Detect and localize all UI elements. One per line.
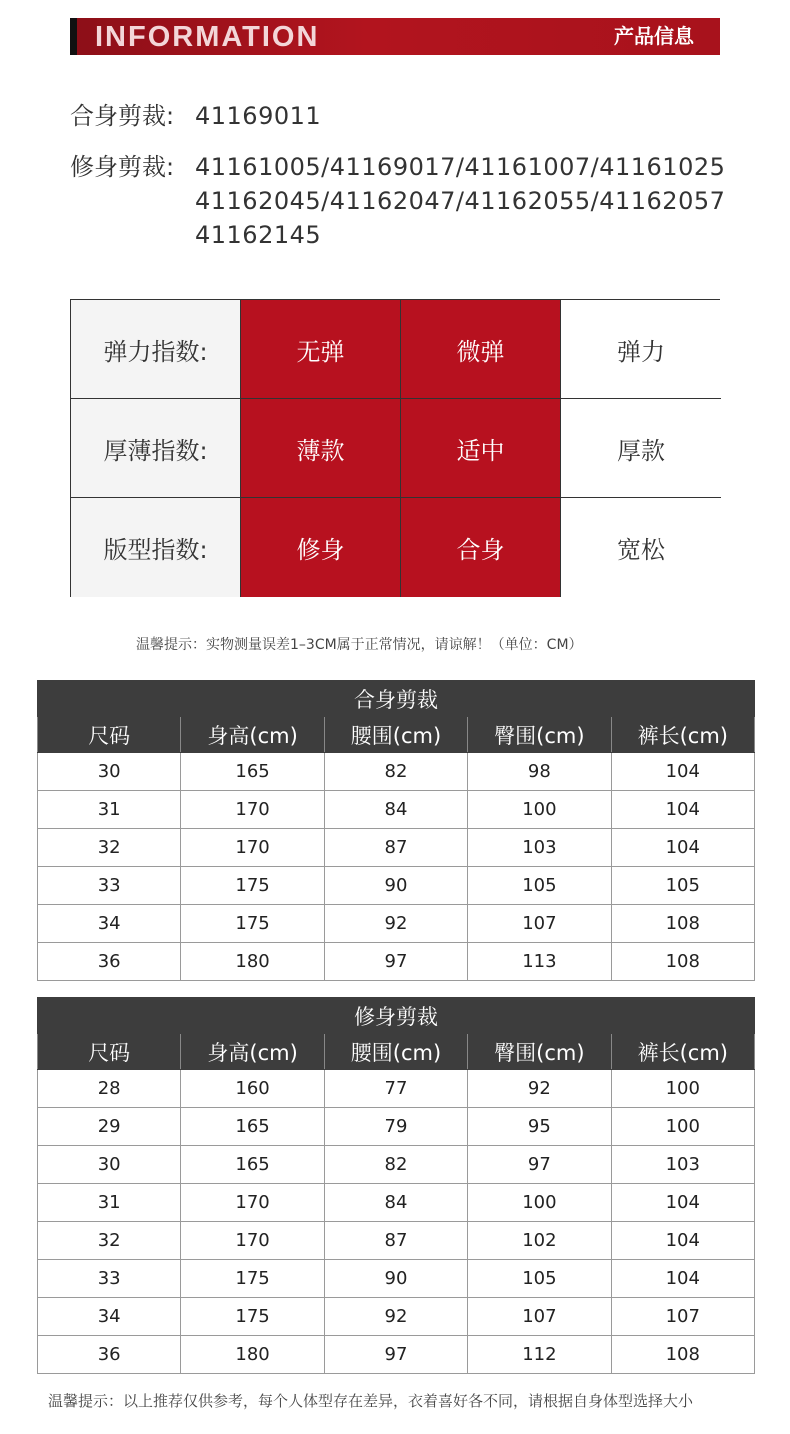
header-banner <box>70 18 720 55</box>
table-cell: 165 <box>181 1108 324 1146</box>
table-row <box>38 867 755 905</box>
table-row <box>38 1184 755 1222</box>
table-cell: 32 <box>38 1222 181 1260</box>
fit-regular-label: 合身剪裁: <box>70 102 175 130</box>
table-cell: 107 <box>611 1298 754 1336</box>
table-cell: 113 <box>468 943 611 981</box>
index-option: 厚款 <box>561 399 721 498</box>
table-cell: 100 <box>468 1184 611 1222</box>
table-cell: 100 <box>611 1108 754 1146</box>
index-option-highlighted: 适中 <box>401 399 561 498</box>
fit-slim-codes <box>195 150 725 252</box>
table-cell: 87 <box>324 1222 467 1260</box>
table-cell: 165 <box>181 1146 324 1184</box>
table-row <box>38 791 755 829</box>
table-cell: 92 <box>468 1070 611 1108</box>
column-header: 臀围(cm) <box>468 1034 611 1070</box>
table-row <box>38 1260 755 1298</box>
table-cell: 105 <box>468 1260 611 1298</box>
table-cell: 98 <box>468 753 611 791</box>
table-cell: 170 <box>181 1184 324 1222</box>
table-cell: 34 <box>38 1298 181 1336</box>
table-cell: 29 <box>38 1108 181 1146</box>
fabric-index-table <box>70 299 720 597</box>
table-row <box>38 829 755 867</box>
column-header: 尺码 <box>38 717 181 753</box>
index-option-highlighted: 薄款 <box>241 399 401 498</box>
index-option: 弹力 <box>561 300 721 399</box>
index-option-highlighted: 无弹 <box>241 300 401 399</box>
table-cell: 102 <box>468 1222 611 1260</box>
table-cell: 82 <box>324 753 467 791</box>
index-option-highlighted: 修身 <box>241 498 401 597</box>
table-cell: 100 <box>611 1070 754 1108</box>
table-row <box>38 905 755 943</box>
column-header: 裤长(cm) <box>611 717 754 753</box>
size-table-slim <box>37 997 755 1374</box>
fit-code-line: 41161005/41169017/41161007/41161025 <box>195 153 726 181</box>
table-cell: 33 <box>38 1260 181 1298</box>
table-cell: 180 <box>181 1336 324 1374</box>
table-row <box>38 753 755 791</box>
table-cell: 31 <box>38 1184 181 1222</box>
fit-code-line: 41162045/41162047/41162055/41162057 <box>195 187 726 215</box>
fit-regular-codes <box>195 99 321 133</box>
table-row <box>38 1298 755 1336</box>
table-row <box>38 943 755 981</box>
table-cell: 104 <box>611 1184 754 1222</box>
fit-slim-label: 修身剪裁: <box>70 153 175 181</box>
table-cell: 92 <box>324 1298 467 1336</box>
table-cell: 108 <box>611 1336 754 1374</box>
table-cell: 79 <box>324 1108 467 1146</box>
table-row <box>38 1336 755 1374</box>
table-cell: 104 <box>611 791 754 829</box>
column-header: 臀围(cm) <box>468 717 611 753</box>
table-cell: 77 <box>324 1070 467 1108</box>
fit-code-line: 41162145 <box>195 221 322 249</box>
table-cell: 103 <box>468 829 611 867</box>
table-cell: 170 <box>181 791 324 829</box>
table-cell: 180 <box>181 943 324 981</box>
size-table-regular <box>37 680 755 981</box>
table-cell: 34 <box>38 905 181 943</box>
measurement-tip: 温馨提示：实物测量误差1–3CM属于正常情况，请谅解！（单位：CM） <box>136 637 583 653</box>
table-cell: 100 <box>468 791 611 829</box>
table-cell: 84 <box>324 791 467 829</box>
table-cell: 112 <box>468 1336 611 1374</box>
table-caption: 合身剪裁 <box>38 681 755 717</box>
table-cell: 82 <box>324 1146 467 1184</box>
column-header: 尺码 <box>38 1034 181 1070</box>
banner-title: INFORMATION <box>95 21 320 53</box>
table-cell: 175 <box>181 867 324 905</box>
table-cell: 104 <box>611 1260 754 1298</box>
fit-tip: 温馨提示：以上推荐仅供参考，每个人体型存在差异，衣着喜好各不同，请根据自身体型选择大小 <box>48 1392 694 1410</box>
table-cell: 105 <box>468 867 611 905</box>
table-cell: 108 <box>611 905 754 943</box>
table-cell: 160 <box>181 1070 324 1108</box>
table-row <box>38 1070 755 1108</box>
table-cell: 90 <box>324 867 467 905</box>
table-cell: 175 <box>181 1260 324 1298</box>
table-cell: 175 <box>181 1298 324 1336</box>
table-cell: 28 <box>38 1070 181 1108</box>
column-header: 裤长(cm) <box>611 1034 754 1070</box>
table-row <box>38 1108 755 1146</box>
table-cell: 84 <box>324 1184 467 1222</box>
table-cell: 95 <box>468 1108 611 1146</box>
column-header: 身高(cm) <box>181 1034 324 1070</box>
table-cell: 87 <box>324 829 467 867</box>
index-row-label: 弹力指数: <box>71 300 241 399</box>
table-cell: 36 <box>38 1336 181 1374</box>
index-option-highlighted: 合身 <box>401 498 561 597</box>
table-cell: 170 <box>181 829 324 867</box>
index-row-label: 版型指数: <box>71 498 241 597</box>
table-caption: 修身剪裁 <box>38 998 755 1034</box>
table-cell: 105 <box>611 867 754 905</box>
table-cell: 175 <box>181 905 324 943</box>
table-cell: 107 <box>468 1298 611 1336</box>
table-cell: 104 <box>611 753 754 791</box>
index-option-highlighted: 微弹 <box>401 300 561 399</box>
table-cell: 97 <box>468 1146 611 1184</box>
table-cell: 30 <box>38 753 181 791</box>
table-cell: 33 <box>38 867 181 905</box>
index-row-label: 厚薄指数: <box>71 399 241 498</box>
table-cell: 97 <box>324 943 467 981</box>
column-header: 腰围(cm) <box>324 717 467 753</box>
index-option: 宽松 <box>561 498 721 597</box>
table-row <box>38 1146 755 1184</box>
table-cell: 170 <box>181 1222 324 1260</box>
table-cell: 36 <box>38 943 181 981</box>
table-cell: 90 <box>324 1260 467 1298</box>
table-cell: 104 <box>611 829 754 867</box>
table-cell: 97 <box>324 1336 467 1374</box>
table-cell: 30 <box>38 1146 181 1184</box>
table-cell: 104 <box>611 1222 754 1260</box>
table-cell: 32 <box>38 829 181 867</box>
table-cell: 92 <box>324 905 467 943</box>
table-cell: 31 <box>38 791 181 829</box>
column-header: 腰围(cm) <box>324 1034 467 1070</box>
table-cell: 108 <box>611 943 754 981</box>
table-cell: 103 <box>611 1146 754 1184</box>
column-header: 身高(cm) <box>181 717 324 753</box>
table-row <box>38 1222 755 1260</box>
banner-subtitle: 产品信息 <box>614 24 694 48</box>
fit-code-line: 41169011 <box>195 102 322 130</box>
table-cell: 107 <box>468 905 611 943</box>
table-cell: 165 <box>181 753 324 791</box>
